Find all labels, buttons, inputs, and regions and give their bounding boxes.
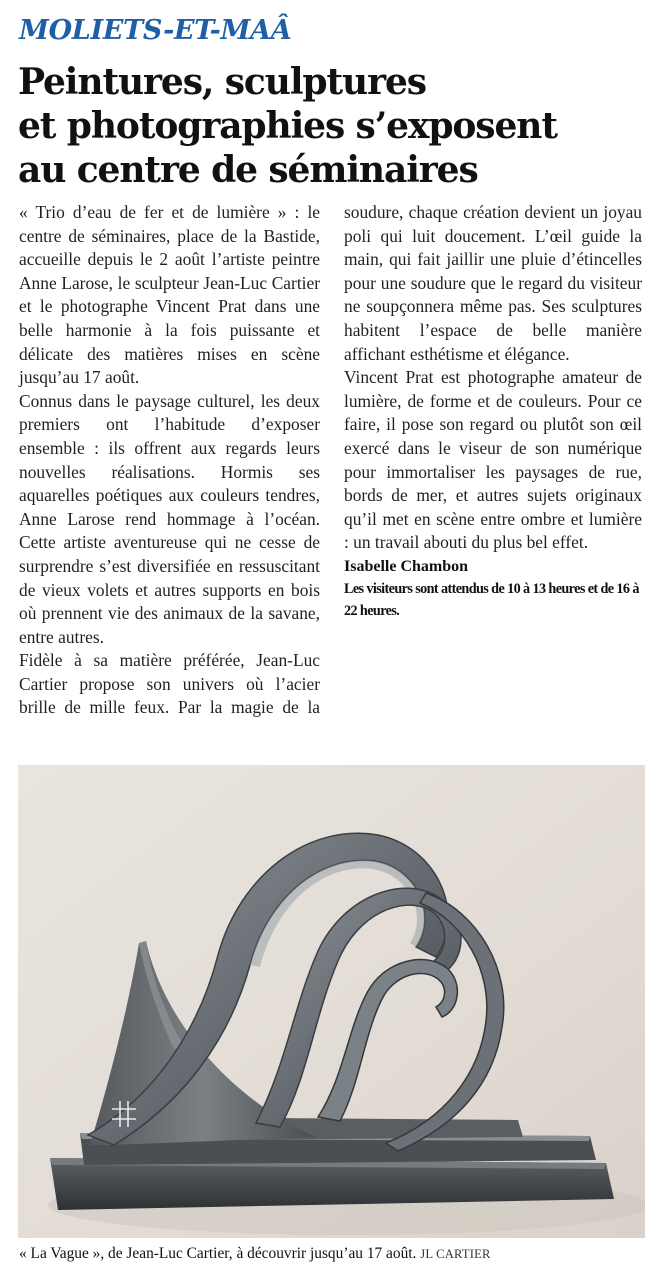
headline-line-2: et photographies s’exposent xyxy=(18,105,557,147)
visiting-hours: Les visiteurs sont attendus de 10 à 13 heures et de 16 à 22 heures. xyxy=(344,580,639,619)
article-paragraph: Vincent Prat est photographe amateur de lumière, de forme et de couleurs. Pour ce faire, il pose son regard ou plutôt son œil exercé dans le viseur de son numérique pour immortaliser les paysages de rue, bords de mer, et autres sujets originaux qu’il met en scène entre ombre et lumière : un travail abouti du plus bel effet. xyxy=(344,367,642,553)
sculpture-illustration xyxy=(18,765,645,1238)
headline xyxy=(18,60,643,192)
article-column-right xyxy=(344,201,642,622)
photo-credit: JL CARTIER xyxy=(420,1247,491,1261)
article-paragraph-continued: soudure, chaque création devient un joyau poli qui luit doucement. L’œil guide la main, qui fait jaillir une pluie d’étincelles pour une soudure que le regard du visiteur ne soupçonnera même pas. Ses sculptures habitent l’espace de belle manière affichant esthétisme et élégance. xyxy=(344,202,642,364)
kicker-location: MOLIETS-ET-MAÂ xyxy=(19,15,292,46)
caption-text: « La Vague », de Jean-Luc Cartier, à découvrir jusqu’au 17 août. xyxy=(19,1245,417,1262)
photo-caption xyxy=(19,1244,649,1264)
sculpture-photo xyxy=(18,765,645,1238)
author-signature: Isabelle Chambon xyxy=(344,557,469,575)
article-paragraph: Connus dans le paysage culturel, les deux premiers ont l’habitude d’exposer ensemble : ils offrent aux regards leurs nouvelles réalisations. Hormis ses aquarelles poétiques aux couleurs tendres, Anne Larose rend hommage à l’océan. Cette artiste aventureuse qui ne cesse de surprendre s’est diversifiée en ressuscitant de vieux volets et autres supports en bois où prennent vie des animaux de la savane, entre autres. xyxy=(19,390,320,647)
article-paragraph: Fidèle à sa matière préférée, Jean-Luc Cartier propose son univers où l’acier brille de mille feux. Par la magie de la xyxy=(19,650,320,718)
headline-line-3: au centre de séminaires xyxy=(18,149,478,191)
article-paragraph: « Trio d’eau de fer et de lumière » : le centre de séminaires, place de la Bastide, accueille depuis le 2 août l’artiste peintre Anne Larose, le sculpteur Jean-Luc Cartier et le photographe Vincent Prat dans une belle harmonie à la fois puissante et délicate des matières mises en scène jusqu’au 17 août. xyxy=(19,202,320,388)
headline-line-1: Peintures, sculptures xyxy=(18,61,426,103)
article-column-left xyxy=(19,201,320,720)
